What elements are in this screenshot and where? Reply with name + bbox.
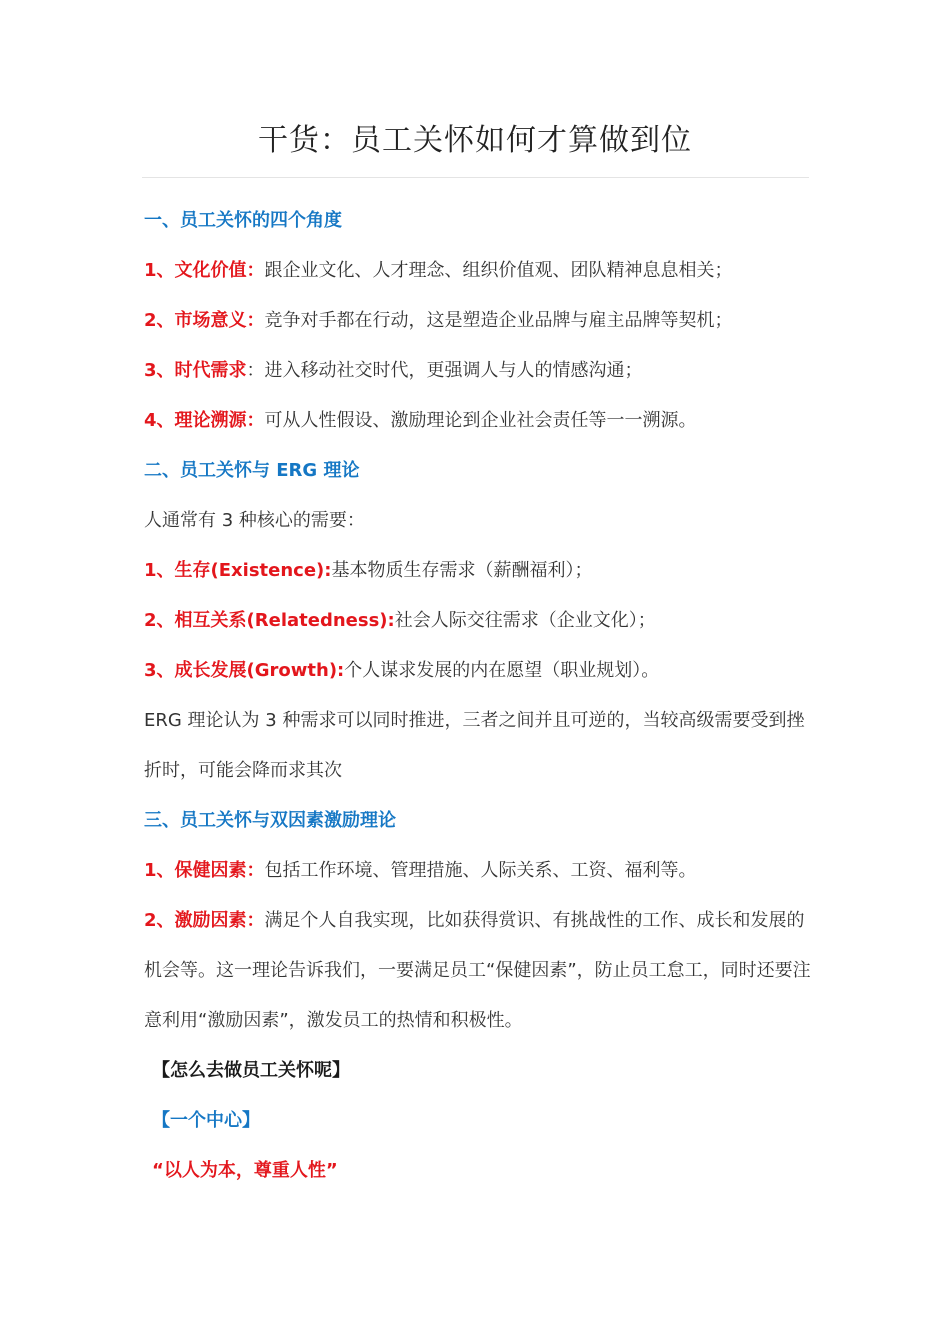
item-label: 3、时代需求 [144,360,247,381]
section-heading-2: 二、员工关怀与 ERG 理论 [144,460,360,481]
item-label: 2、相互关系(Relatedness): [144,610,395,631]
howto-heading: 【怎么去做员工关怀呢】 [152,1060,350,1081]
section-heading-3: 三、员工关怀与双因素激励理论 [144,810,396,831]
item-text: 满足个人自我实现，比如获得赏识、有挑战性的工作、成长和发展的机会等。这一理论告诉我们，一要满足员工“保健因素”，防止员工怠工，同时还要注意利用“激励因素”，激发员工的热情和积极性。 [144,910,811,1031]
item-label: 1、文化价值： [144,260,265,281]
item-text: 社会人际交往需求（企业文化）； [394,610,656,631]
item-label: 3、成长发展(Growth): [144,660,345,681]
howto-subheading: 【一个中心】 [152,1110,260,1131]
list-item [144,596,814,646]
item-text: 可从人性假设、激励理论到企业社会责任等一一溯源。 [264,410,697,431]
item-label: 2、市场意义： [144,310,265,331]
section-summary: ERG 理论认为 3 种需求可以同时推进，三者之间并且可逆的，当较高级需要受到挫折时，可能会降而求其次 [144,710,805,781]
list-item [144,546,814,596]
list-item [144,346,814,396]
list-item [144,646,814,696]
article-body [144,196,814,1196]
item-text: ：进入移动社交时代，更强调人与人的情感沟通； [246,360,643,381]
section-heading-1: 一、员工关怀的四个角度 [144,210,342,231]
item-text: 个人谋求发展的内在愿望（职业规划）。 [344,660,660,681]
howto-quote: “以人为本，尊重人性” [152,1160,338,1181]
list-item [144,846,814,896]
item-label: 1、生存(Existence): [144,560,332,581]
section-intro: 人通常有 3 种核心的需要： [144,510,365,531]
item-label: 1、保健因素： [144,860,265,881]
list-item [144,246,814,296]
title-divider [142,177,809,178]
item-text: 跟企业文化、人才理念、组织价值观、团队精神息息相关； [264,260,733,281]
item-text: 竞争对手都在行动，这是塑造企业品牌与雇主品牌等契机； [264,310,733,331]
item-text: 基本物质生存需求（薪酬福利）； [331,560,593,581]
page-title: 干货：员工关怀如何才算做到位 [258,123,692,158]
list-item [144,296,814,346]
list-item [144,896,814,1046]
item-label: 4、理论溯源： [144,410,265,431]
item-text: 包括工作环境、管理措施、人际关系、工资、福利等。 [264,860,697,881]
item-label: 2、激励因素： [144,910,265,931]
list-item [144,396,814,446]
